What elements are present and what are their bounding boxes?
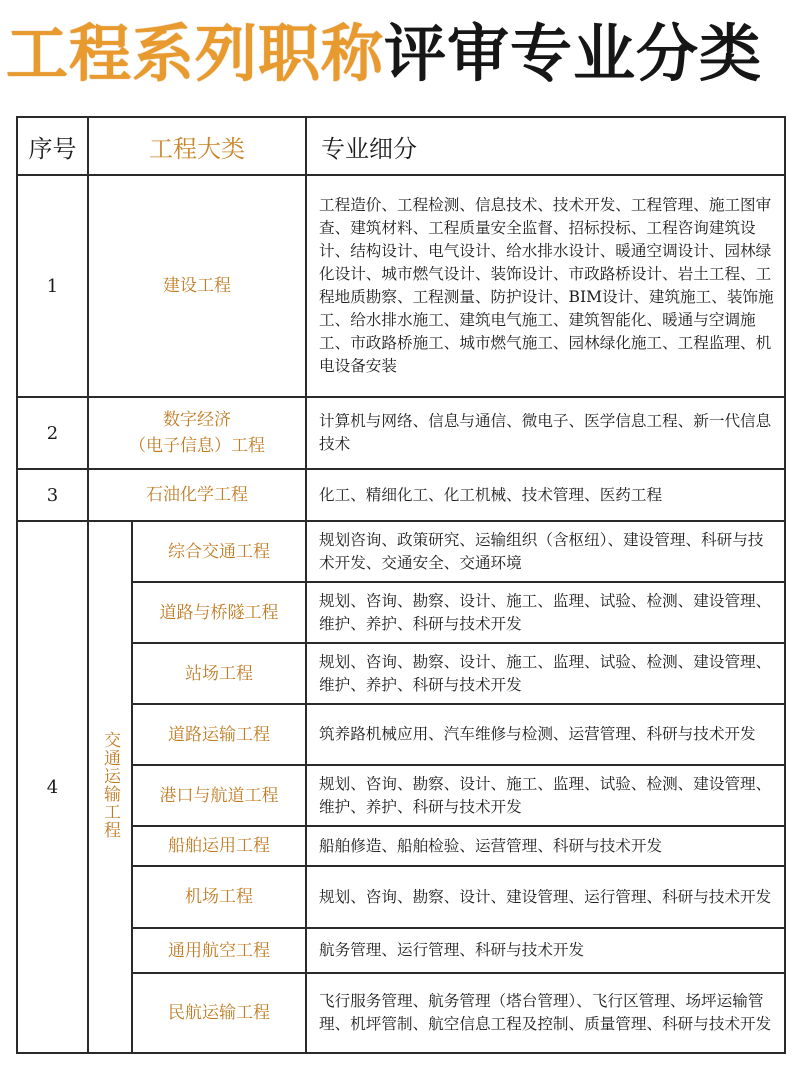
sub-category: 民航运输工程 [132,973,306,1053]
sub-detail: 船舶修造、船舶检验、运营管理、科研与技术开发 [306,826,785,866]
sub-detail: 规划、咨询、勘察、设计、施工、监理、试验、检测、建设管理、维护、养护、科研与技术开发 [306,582,785,643]
row-detail: 工程造价、工程检测、信息技术、技术开发、工程管理、施工图审查、建筑材料、工程质量安全监督、招标投标、工程咨询建筑设计、结构设计、电气设计、给水排水设计、暖通空调设计、园林绿化设计、城市燃气设计、装饰设计、市政路桥设计、岩土工程、工程地质勘察、工程测量、防护设计、BIM设计、建筑施工、装饰施工、给水排水施工、建筑电气施工、建筑智能化、暖通与空调施工、市政路桥施工、城市燃气施工、园林绿化施工、工程监理、机电设备安装 [306,175,785,397]
sub-detail: 规划、咨询、勘察、设计、建设管理、运行管理、科研与技术开发 [306,866,785,928]
row-category-line: （电子信息）工程 [129,436,265,456]
table-row [17,521,785,582]
title-part-black: 评审专业分类 [384,17,763,90]
specialty-table [16,116,786,1054]
table-row [17,643,785,704]
sub-detail: 规划、咨询、勘察、设计、施工、监理、试验、检测、建设管理、维护、养护、科研与技术开发 [306,643,785,704]
table-row [17,866,785,928]
row-number: 1 [17,175,88,397]
sub-detail: 飞行服务管理、航务管理（塔台管理）、飞行区管理、场坪运输管理、机坪管制、航空信息工程及控制、质量管理、科研与技术开发 [306,973,785,1053]
sub-category: 船舶运用工程 [132,826,306,866]
sub-detail: 规划咨询、政策研究、运输组织（含枢纽）、建设管理、科研与技术开发、交通安全、交通环境 [306,521,785,582]
sub-category: 道路与桥隧工程 [132,582,306,643]
table-row [17,826,785,866]
table-row [17,175,785,397]
sub-category: 通用航空工程 [132,928,306,973]
sub-category: 港口与航道工程 [132,765,306,826]
row-category: 石油化学工程 [88,469,306,521]
header-category: 工程大类 [88,117,306,175]
table-row [17,765,785,826]
row-category-line: 数字经济 [163,410,231,430]
table-row [17,582,785,643]
row-category-vertical [88,521,132,1053]
header-detail: 专业细分 [306,117,785,175]
sub-detail: 筑养路机械应用、汽车维修与检测、运营管理、科研与技术开发 [306,704,785,765]
sub-category: 机场工程 [132,866,306,928]
table-header-row [17,117,785,175]
table-row [17,469,785,521]
sub-category: 综合交通工程 [132,521,306,582]
row-number: 2 [17,397,88,469]
sub-detail: 航务管理、运行管理、科研与技术开发 [306,928,785,973]
page-title [6,4,796,104]
table-row [17,704,785,765]
table-row [17,973,785,1053]
title-part-orange: 工程系列职称 [6,17,385,90]
row-category: 交通运输工程 [100,730,120,839]
row-number: 4 [17,521,88,1053]
header-num: 序号 [17,117,88,175]
row-category: 建设工程 [88,175,306,397]
table-row [17,397,785,469]
sub-detail: 规划、咨询、勘察、设计、施工、监理、试验、检测、建设管理、维护、养护、科研与技术开发 [306,765,785,826]
sub-category: 道路运输工程 [132,704,306,765]
row-category [88,397,306,469]
row-detail: 计算机与网络、信息与通信、微电子、医学信息工程、新一代信息技术 [306,397,785,469]
row-detail: 化工、精细化工、化工机械、技术管理、医药工程 [306,469,785,521]
sub-category: 站场工程 [132,643,306,704]
table-row [17,928,785,973]
row-number: 3 [17,469,88,521]
